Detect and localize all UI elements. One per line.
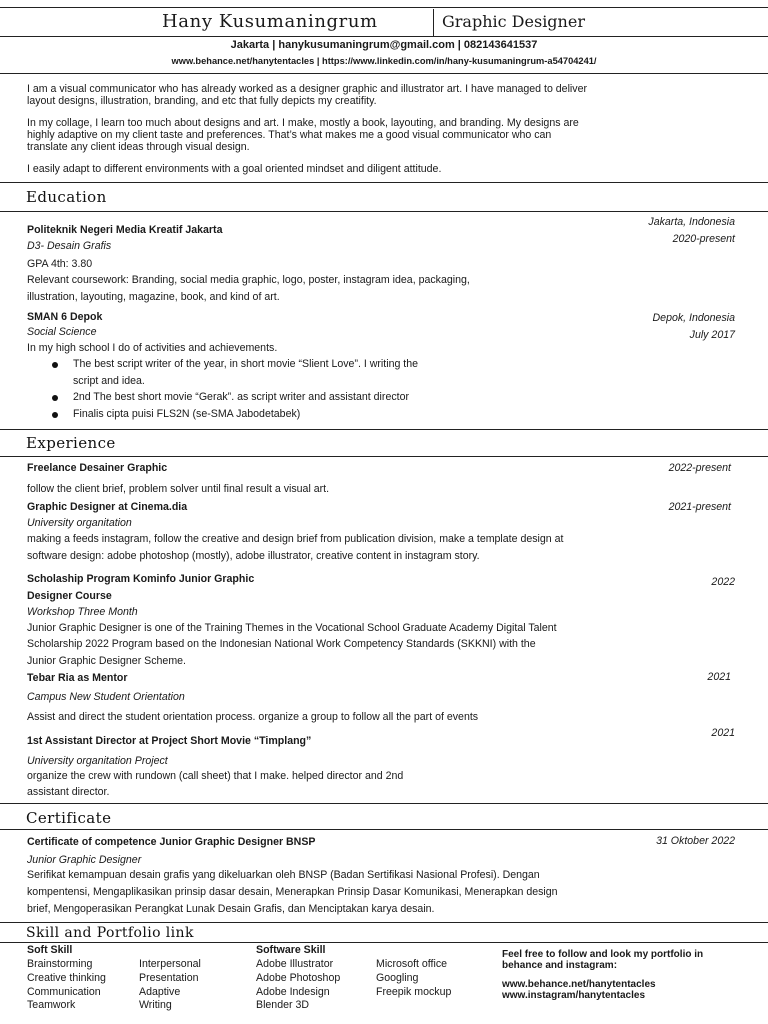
soft-skill-item: Writing — [139, 999, 172, 1011]
certificate-description: brief, Mengoperasikan Perangkat Lunak Desain Grafis, dan Menciptakan karya desain. — [27, 903, 435, 915]
summary-text: highly adaptive on my client taste and preferences. That’s what makes me a good visual communicator who can — [27, 129, 552, 141]
bullet-icon — [52, 412, 58, 418]
job-organization: Workshop Three Month — [27, 606, 138, 618]
achievement-item: 2nd The best short movie “Gerak”. as script writer and assistant director — [73, 391, 409, 403]
section-rule — [0, 829, 768, 830]
summary-text: translate any client ideas through visual design. — [27, 141, 250, 153]
software-skill-item: Googling — [376, 972, 419, 984]
job-period: 2021-present — [668, 501, 731, 513]
soft-skill-item: Interpersonal — [139, 958, 201, 970]
school-period: July 2017 — [689, 329, 735, 341]
software-skill-item: Freepik mockup — [376, 986, 452, 998]
job-description: assistant director. — [27, 786, 110, 798]
job-period: 2021 — [711, 727, 735, 739]
experience-heading: Experience — [26, 434, 116, 452]
certificate-description: kompentensi, Mengaplikasikan prinsip dasar desain, Menerapkan Prinsip Dasar Komunikasi, Menerapkan design — [27, 886, 558, 898]
soft-skill-item: Presentation — [139, 972, 199, 984]
job-period: 2022 — [711, 576, 735, 588]
software-skill-item: Blender 3D — [256, 999, 309, 1011]
school-coursework: illustration, layouting, magazine, book, and kind of art. — [27, 291, 280, 303]
job-organization: Campus New Student Orientation — [27, 691, 185, 703]
soft-skill-item: Teamwork — [27, 999, 76, 1011]
school-program: D3- Desain Grafis — [27, 240, 112, 252]
job-description: organize the crew with rundown (call sheet) that I make. helped director and 2nd — [27, 770, 404, 782]
job-description: follow the client brief, problem solver until final result a visual art. — [27, 483, 330, 495]
section-rule — [0, 211, 768, 212]
school-name: Politeknik Negeri Media Kreatif Jakarta — [27, 224, 223, 236]
school-gpa: GPA 4th: 3.80 — [27, 258, 93, 270]
skills-heading: Skill and Portfolio link — [26, 925, 194, 941]
software-skill-item: Adobe Photoshop — [256, 972, 341, 984]
instagram-link[interactable]: www.instagram/hanytentacles — [502, 990, 646, 1001]
summary-text: layout designs, illustration, branding, and etc that fully depicts my creatifity. — [27, 95, 377, 107]
job-title: 1st Assistant Director at Project Short Movie “Timplang” — [27, 735, 312, 747]
school-intro: In my high school I do of activities and achievements. — [27, 342, 278, 354]
job-title: Freelance Desainer Graphic — [27, 462, 168, 474]
job-description: Junior Graphic Designer is one of the Training Themes in the Vocational School Graduate Academy Digital Talent — [27, 622, 557, 634]
header-top-rule — [0, 7, 768, 8]
school-location: Depok, Indonesia — [652, 312, 735, 324]
behance-link[interactable]: www.behance.net/hanytentacles — [502, 979, 656, 990]
job-description: Junior Graphic Designer Scheme. — [27, 655, 186, 667]
contact-line: Jakarta | hanykusumaningrum@gmail.com | 082143641537 — [230, 39, 538, 51]
software-skill-item: Adobe Illustrator — [256, 958, 334, 970]
school-location: Jakarta, Indonesia — [648, 216, 735, 228]
section-rule — [0, 182, 768, 183]
job-period: 2021 — [707, 671, 731, 683]
portfolio-note: Feel free to follow and look my portfolio in — [502, 949, 704, 960]
header-bottom-rule — [0, 36, 768, 37]
job-description: making a feeds instagram, follow the creative and design brief from publication division, make a template design at — [27, 533, 564, 545]
job-title: Designer Course — [27, 590, 112, 602]
school-coursework: Relevant coursework: Branding, social media graphic, logo, poster, instagram idea, packaging, — [27, 274, 470, 286]
bullet-icon — [52, 362, 58, 368]
summary-text: I easily adapt to different environments with a goal oriented mindset and diligent attitude. — [27, 163, 442, 175]
job-period: 2022-present — [668, 462, 731, 474]
software-skill-item: Microsoft office — [376, 958, 448, 970]
job-organization: University organitation — [27, 517, 132, 529]
header-divider — [433, 9, 434, 36]
links-line: www.behance.net/hanytentacles | https://www.linkedin.com/in/hany-kusumaningrum-a54704241/ — [171, 56, 597, 66]
header-links-rule — [0, 73, 768, 74]
section-rule — [0, 922, 768, 923]
job-title: Scholaship Program Kominfo Junior Graphic — [27, 573, 255, 585]
job-description: Scholarship 2022 Program based on the Indonesian National Work Competency Standards (SKKNI) with the — [27, 638, 536, 650]
candidate-role: Graphic Designer — [442, 12, 585, 31]
certificate-description: Serifikat kemampuan desain grafis yang dikeluarkan oleh BNSP (Badan Sertifikasi Nasional Profesi). Dengan — [27, 869, 540, 881]
soft-skill-item: Communication — [27, 986, 101, 998]
school-period: 2020-present — [672, 233, 735, 245]
job-title: Tebar Ria as Mentor — [27, 672, 128, 684]
section-rule — [0, 942, 768, 943]
section-rule — [0, 803, 768, 804]
job-description: Assist and direct the student orientation process. organize a group to follow all the part of events — [27, 711, 479, 723]
candidate-name: Hany Kusumaningrum — [162, 11, 378, 32]
certificate-date: 31 Oktober 2022 — [656, 835, 735, 847]
section-rule — [0, 456, 768, 457]
achievement-item: script and idea. — [73, 375, 145, 387]
job-organization: University organitation Project — [27, 755, 168, 767]
education-heading: Education — [26, 188, 107, 206]
section-rule — [0, 429, 768, 430]
soft-skill-item: Brainstorming — [27, 958, 93, 970]
certificate-title: Certificate of competence Junior Graphic Designer BNSP — [27, 836, 316, 848]
school-name: SMAN 6 Depok — [27, 311, 103, 323]
certificate-subtitle: Junior Graphic Designer — [27, 854, 142, 866]
achievement-item: The best script writer of the year, in short movie “Slient Love”. I writing the — [73, 358, 419, 370]
school-program: Social Science — [27, 326, 97, 338]
portfolio-note: behance and instagram: — [502, 960, 618, 971]
software-skill-heading: Software Skill — [256, 944, 326, 956]
soft-skill-item: Adaptive — [139, 986, 181, 998]
summary-text: In my collage, I learn too much about designs and art. I make, mostly a book, layouting, and branding. My designs are — [27, 117, 579, 129]
soft-skill-heading: Soft Skill — [27, 944, 73, 956]
job-description: software design: adobe photoshop (mostly), adobe illustrator, creative content in instagram story. — [27, 550, 480, 562]
job-title: Graphic Designer at Cinema.dia — [27, 501, 188, 513]
certificate-heading: Certificate — [26, 809, 112, 827]
soft-skill-item: Creative thinking — [27, 972, 106, 984]
achievement-item: Finalis cipta puisi FLS2N (se-SMA Jabodetabek) — [73, 408, 301, 420]
bullet-icon — [52, 395, 58, 401]
software-skill-item: Adobe Indesign — [256, 986, 330, 998]
summary-text: I am a visual communicator who has already worked as a designer graphic and illustrator art. I have managed to deliver — [27, 83, 587, 95]
